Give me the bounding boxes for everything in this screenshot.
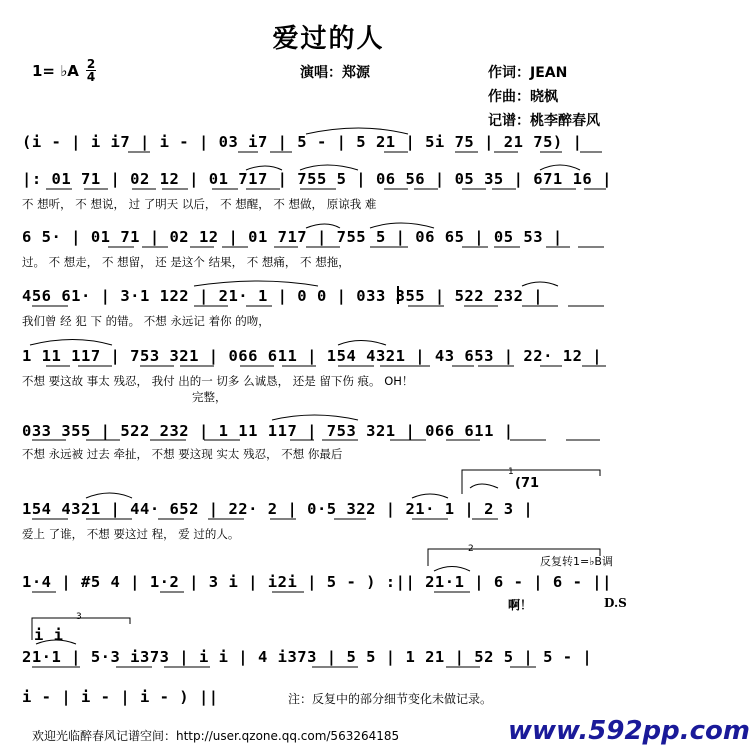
- tie: [36, 640, 76, 644]
- staff-line-1: (i - | i i7 | i - | 03 i7 | 5 - | 5 21 | 5i 75 | 21 75) |: [22, 133, 583, 151]
- lyric-line-1: 不 想听， 不 想说， 过 了明天 以后， 不 想醒， 不 想做， 原谅我 难: [22, 197, 377, 211]
- singer: 演唱：郑源: [300, 65, 370, 81]
- time-denominator: 4: [86, 70, 96, 84]
- ending-3-label: 3: [76, 612, 82, 622]
- tie: [194, 281, 318, 286]
- repeat-note: 反复转1=♭B调: [540, 555, 613, 568]
- page-title: 爱过的人: [272, 24, 385, 54]
- tie: [434, 567, 470, 572]
- tie: [412, 494, 448, 498]
- lyric-line-4: 不想 要这故 事太 残忍， 我付 出的一 切多 么诚恳， 还是 留下伤 痕。 OH！: [22, 374, 414, 388]
- staff-line-6: 033 355 | 522 232 | 1 11 117 | 753 321 | 066 611 |: [22, 422, 514, 440]
- time-numerator: 2: [86, 57, 96, 71]
- lyric-line-2: 过。 不 想走， 不 想留， 还 是这个 结果， 不 想痛， 不 想拖，: [22, 255, 350, 269]
- staff-line-5: 1 11 117 | 753 321 | 066 611 | 154 4321 | 43 653 | 22· 12 |: [22, 347, 603, 365]
- tie: [300, 165, 358, 170]
- tie: [272, 415, 358, 420]
- tie: [306, 128, 408, 134]
- ah-lyric: 啊！: [508, 598, 533, 612]
- staff-line-3: 6 5· | 01 71 | 02 12 | 01 717 | 755 5 | 06 65 | 05 53 |: [22, 228, 563, 246]
- ending-2-label: 2: [468, 544, 474, 554]
- lyric-line-3: 我们曾 经 犯 下 的错。 不想 永远记 着你 的吻，: [22, 314, 270, 328]
- ending-1-bracket: [462, 470, 600, 494]
- watermark-logo: www.592pp.com: [508, 716, 750, 746]
- tie: [306, 224, 340, 228]
- tie: [86, 493, 132, 498]
- staff-line-7: 154 4321 | 44· 652 | 22· 2 | 0·5 322 | 21· 1 | 2 3 |: [22, 500, 534, 518]
- ending-2-bracket: [428, 549, 600, 566]
- tie: [470, 484, 498, 488]
- composer: 作曲：晓枫: [488, 89, 558, 105]
- tie: [522, 282, 558, 286]
- tie: [540, 165, 580, 170]
- footer-link[interactable]: 欢迎光临醉春风记谱空间：http://user.qzone.qq.com/563264185: [32, 729, 400, 743]
- staff-line-2: |: 01 71 | 02 12 | 01 717 | 755 5 | 06 56 | 05 35 | 671 16 |: [22, 170, 612, 188]
- lyric-extra: 完整，: [192, 390, 227, 404]
- ending-3-bracket: [32, 618, 130, 640]
- tie: [338, 341, 386, 346]
- staff-line-8b: i i: [34, 626, 64, 644]
- tie: [370, 223, 434, 228]
- staff-line-9: 21·1 | 5·3 i373 | i i | 4 i373 | 5 5 | 1 21 | 52 5 | 5 - |: [22, 648, 593, 666]
- lyric-line-5: 不想 永远被 过去 牵扯， 不想 要这现 实太 残忍， 不想 你最后: [22, 447, 343, 461]
- ending-1-label: 1: [508, 467, 514, 477]
- staff-line-10: i - | i - | i - ) ||: [22, 688, 219, 706]
- staff-line-8: 1·4 | #5 4 | 1·2 | 3 i | i2i | 5 - ) :|| 21·1 | 6 - | 6 - ||: [22, 573, 612, 591]
- lyricist: 作词：JEAN: [488, 65, 568, 81]
- triplet-label: (71: [515, 476, 540, 491]
- transcriber: 记谱：桃李醉春风: [488, 113, 600, 129]
- key-signature: 1= ♭A: [32, 62, 79, 80]
- staff-line-4: 456 61· | 3·1 122 | 21· 1 | 0 0 | 033 355 | 522 232 |: [22, 287, 544, 305]
- tie: [246, 166, 282, 170]
- tie: [30, 340, 112, 346]
- footnote: 注：反复中的部分细节变化未做记录。: [288, 692, 493, 706]
- ds-mark: D.S: [604, 596, 627, 610]
- lyric-line-6: 爱上 了谁， 不想 要这过 程， 爱 过的人。: [22, 527, 240, 541]
